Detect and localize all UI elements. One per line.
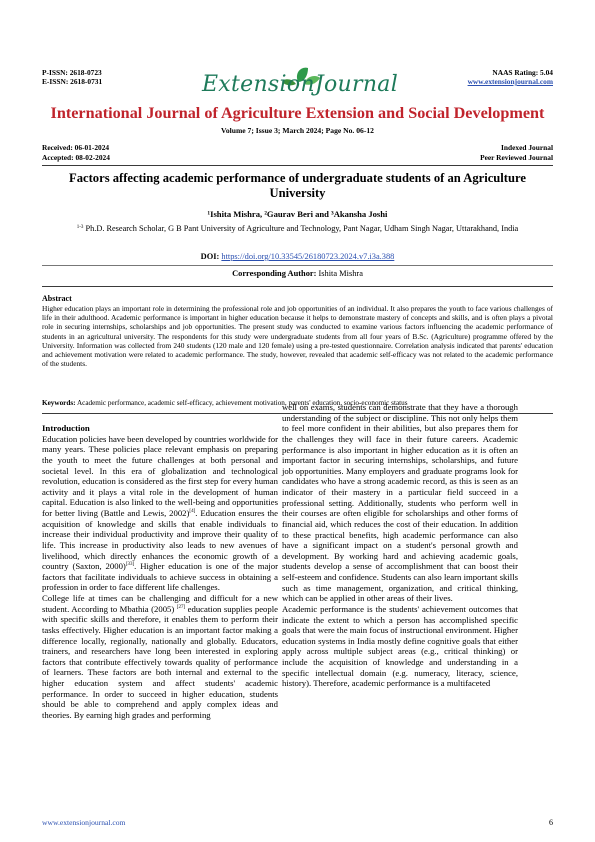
journal-title: International Journal of Agriculture Extension and Social Development <box>50 104 545 122</box>
doi-link[interactable]: https://doi.org/10.33545/26180723.2024.v7.i3a.388 <box>221 252 395 261</box>
footer-url[interactable]: www.extensionjournal.com <box>42 818 126 827</box>
abstract-text: Higher education plays an important role in determining the professional role and job opportunities of an individual. It also prepares the youth to face various challenges of life in their adulthood. Academic performance is important in higher education because it helps to demonstrate mastery of concepts and skills, and is often plays a pivotal role in securing internships, scholarships and job opportunities. The present study was conducted to examine various factors influencing the academic performance of students in an agricultural university. The respondents for this study were undergraduate students from all four years of B.Sc. (Agriculture) programme offered by the University. Information was collected from 240 students (120 male and 120 female) using a pre-tested questionnaire. Correlation analysis indicated that parents' education and achievement motivation were related to academic performance. The study, however, revealed that academic self-efficacy was not related to the academic performance of the students. <box>42 304 553 369</box>
keywords-text: Academic performance, academic self-efficacy, achievement motivation, parents' education, socio-economic status <box>76 399 408 407</box>
abstract-top-divider <box>42 286 553 287</box>
author-list: ¹Ishita Mishra, ²Gaurav Beri and ³Akansha Joshi <box>207 209 388 219</box>
citation[interactable]: [4] <box>189 509 196 514</box>
peer-reviewed-label: Peer Reviewed Journal <box>480 153 553 162</box>
left-column <box>42 423 278 721</box>
paragraph: well on exams, students can demonstrate that they have a thorough understanding of the subject or discipline. This not only helps them to feel more confident in their abilities, but also prepares them for the challenges they will face in their future careers. Academic performance is also important in higher education as it is often an important factor in securing internships, scholarships, and future job opportunities. Many employers and graduate programs look for candidates who have a strong academic record, as this is seen as an indicator of their mastery in a particular field succeed in a professional setting. Additionally, students who perform well in their courses are often eligible for scholarships and other forms of financial aid, which reduces the cost of their education. In addition to these practical benefits, high academic performance can also have a significant impact on a student's personal growth and development. By working hard and achieving academic goals, students develop a sense of accomplishment that can boost their self-esteem and confidence. Students can also learn important skills such as time management, organization, and critical thinking, which can be applied in other areas of their lives. <box>282 402 518 604</box>
affiliation <box>60 223 535 234</box>
paragraph <box>42 434 278 593</box>
pissn: P-ISSN: 2618-0723 <box>42 68 102 77</box>
received-date: Received: 06-01-2024 <box>42 143 110 152</box>
page-number: 6 <box>549 818 553 827</box>
accepted-date: Accepted: 08-02-2024 <box>42 153 110 162</box>
corresponding-name: Ishita Mishra <box>318 269 363 278</box>
corresponding-author <box>0 269 595 278</box>
issue-line: Volume 7; Issue 3; March 2024; Page No. 06-12 <box>221 126 374 135</box>
indexed-label: Indexed Journal <box>501 143 553 152</box>
website-link[interactable]: www.extensionjournal.com <box>467 77 553 86</box>
right-column <box>282 402 518 689</box>
paragraph: Academic performance is the students' achievement outcomes that indicate the extent to which a person has accomplished specific goals that were the main focus of instructional environment. Higher education systems in India mostly define cognitive goals that either apply across multiple subject areas (e.g., critical thinking) or include the acquisition of knowledge and understanding in a specific intellectual domain (e.g. numeracy, literacy, science, history). Therefore, academic performance is a multifaceted <box>282 603 518 689</box>
logo-text: ExtensionJournal <box>201 72 399 97</box>
doi-divider <box>42 265 553 266</box>
paragraph-text: College life at times can be challenging and difficult for a new student. According to Mbathia (2005) <box>42 593 278 614</box>
introduction-heading: Introduction <box>42 423 90 433</box>
journal-logo <box>200 64 400 100</box>
header-divider <box>42 165 553 166</box>
citation[interactable]: [27] <box>176 604 186 610</box>
paragraph <box>42 593 278 721</box>
corresponding-label: Corresponding Author: <box>232 269 317 278</box>
keywords-label: Keywords: <box>42 399 76 407</box>
affiliation-marker: 1-3 <box>76 225 84 230</box>
article-title: Factors affecting academic performance of undergraduate students of an Agriculture University <box>69 171 526 200</box>
doi-line <box>0 252 595 261</box>
eissn: E-ISSN: 2618-0731 <box>42 77 103 86</box>
paragraph-text: . Education ensures the acquisition of knowledge and skills that enable individuals to increase their individual productivity and improve their quality of life. This increase in productivity also leads to new avenues of livelihood, which directly enhances the economic growth of a country (Saxton, 2000) <box>42 508 278 572</box>
abstract-heading: Abstract <box>42 294 72 303</box>
affiliation-text: Ph.D. Research Scholar, G B Pant University of Agriculture and Technology, Pant Nagar, Udham Singh Nagar, Uttarakhand, India <box>85 224 519 233</box>
paragraph-text: Education policies have been developed by countries worldwide for many years. These policies place relevant emphasis on preparing the youth to meet the future challenges at both personal and societal level. In this era of globalization and technological revolution, education is considered as the first step for every human activity and it plays a vital role in the development of human capital. Education is also linked to the well-being and opportunities for better living (Battle and Lewis, 2002) <box>42 433 278 518</box>
citation[interactable]: [33] <box>125 562 135 568</box>
doi-label: DOI: <box>200 252 220 261</box>
naas-rating: NAAS Rating: 5.04 <box>492 68 553 77</box>
paragraph-text: education supplies people with specific skills and therefore, it enables them to perform their tasks effectively. Higher education is an important factor making a difference locally, regionally, nationally and globally. Educators, trainers, and researchers have long been interested in exploring factors that contribute effectively towards quality of performance of learners. These factors are both internal and external to the higher education system and affect students' academic performance. In order to succeed in higher education, students should be able to comprehend and apply complex ideas and theories. By earning high grades and performing <box>42 603 279 720</box>
paragraph-text: . Higher education is one of the major factors that facilitate individuals to achieve success in obtaining a profession in order to face different life challenges. <box>42 561 278 593</box>
